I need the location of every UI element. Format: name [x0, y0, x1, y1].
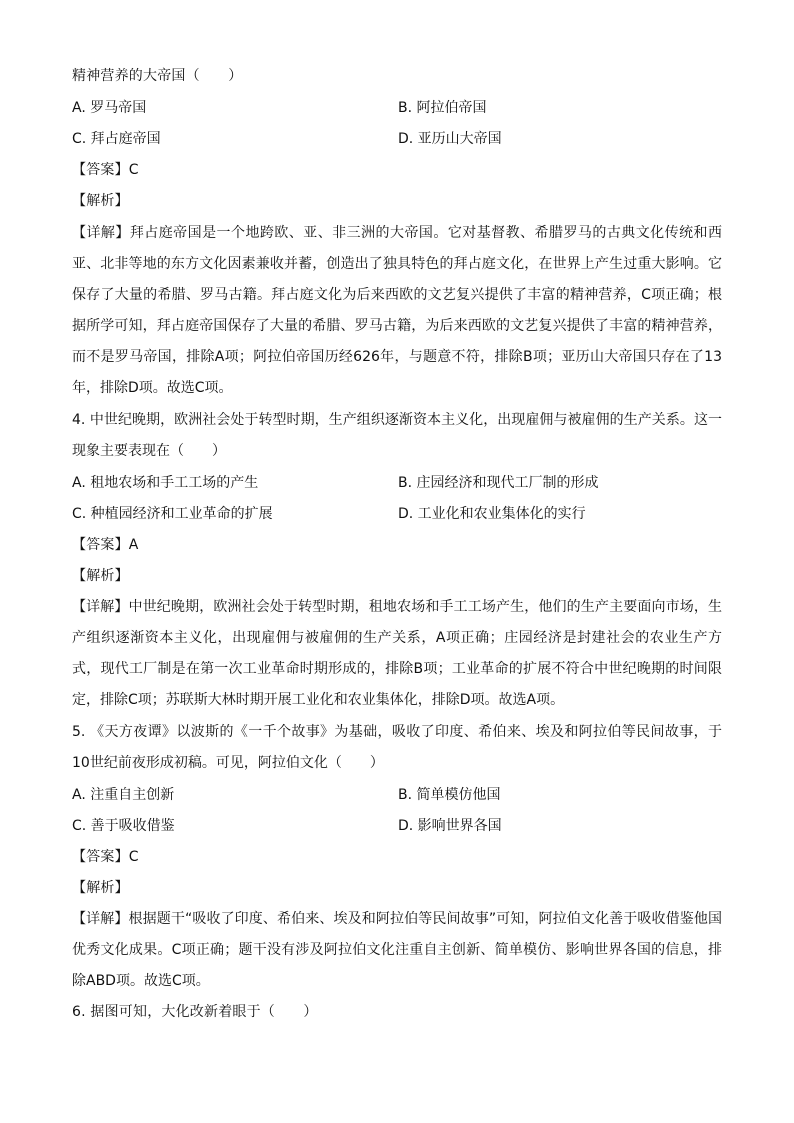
q4-answer: 【答案】A	[72, 537, 139, 553]
q4-option-c: C. 种植园经济和工业革命的扩展	[72, 506, 273, 522]
q5-option-c: C. 善于吸收借鉴	[72, 818, 175, 834]
q4-option-d: D. 工业化和农业集体化的实行	[398, 506, 586, 522]
q5-option-b: B. 简单模仿他国	[398, 787, 501, 803]
q5-analysis-label: 【解析】	[72, 880, 129, 896]
q4-analysis-label: 【解析】	[72, 568, 129, 584]
q3-option-b: B. 阿拉伯帝国	[398, 100, 487, 116]
q5-detail: 【详解】根据题干“吸收了印度、希伯来、埃及和阿拉伯等民间故事”可知，阿拉伯文化善于吸收借鉴他国优秀文化成果。C项正确；题干没有涉及阿拉伯文化注重自主创新、简单模仿、影响世界各国的信息，排除ABD项。故选C项。	[72, 911, 722, 989]
q4-stem: 4. 中世纪晚期，欧洲社会处于转型时期，生产组织逐渐资本主义化，出现雇佣与被雇佣的生产关系。这一现象主要表现在（ ）	[72, 412, 722, 459]
q3-answer: 【答案】C	[72, 162, 139, 178]
q3-detail: 【详解】拜占庭帝国是一个地跨欧、亚、非三洲的大帝国。它对基督教、希腊罗马的古典文化传统和西亚、北非等地的东方文化因素兼收并蓄，创造出了独具特色的拜占庭文化，在世界上产生过重大影响。它保存了大量的希腊、罗马古籍。拜占庭文化为后来西欧的文艺复兴提供了丰富的精神营养，C项正确；根据所学可知，拜占庭帝国保存了大量的希腊、罗马古籍，为后来西欧的文艺复兴提供了丰富的精神营养，而不是罗马帝国，排除A项；阿拉伯帝国历经626年，与题意不符，排除B项；亚历山大帝国只存在了13年，排除D项。故选C项。	[72, 225, 722, 396]
q3-analysis-label: 【解析】	[72, 193, 129, 209]
q4-detail: 【详解】中世纪晚期，欧洲社会处于转型时期，租地农场和手工工场产生，他们的生产主要面向市场，生产组织逐渐资本主义化，出现雇佣与被雇佣的生产关系，A项正确；庄园经济是封建社会的农业生产方式，现代工厂制是在第一次工业革命时期形成的，排除B项；工业革命的扩展不符合中世纪晚期的时间限定，排除C项；苏联斯大林时期开展工业化和农业集体化，排除D项。故选A项。	[72, 599, 722, 708]
q5-option-d: D. 影响世界各国	[398, 818, 502, 834]
q6-stem: 6. 据图可知，大化改新着眼于（ ）	[72, 1004, 318, 1020]
q3-option-d: D. 亚历山大帝国	[398, 131, 502, 147]
q3-option-c: C. 拜占庭帝国	[72, 131, 161, 147]
q3-option-a: A. 罗马帝国	[72, 100, 147, 116]
q4-option-b: B. 庄园经济和现代工厂制的形成	[398, 475, 599, 491]
q5-stem: 5. 《天方夜谭》以波斯的《一千个故事》为基础，吸收了印度、希伯来、埃及和阿拉伯等民间故事，于10世纪前夜形成初稿。可见，阿拉伯文化（ ）	[72, 724, 722, 771]
q3-stem: 精神营养的大帝国（ ）	[72, 68, 243, 84]
q5-option-a: A. 注重自主创新	[72, 787, 175, 803]
q4-option-a: A. 租地农场和手工工场的产生	[72, 475, 259, 491]
q5-answer: 【答案】C	[72, 849, 139, 865]
